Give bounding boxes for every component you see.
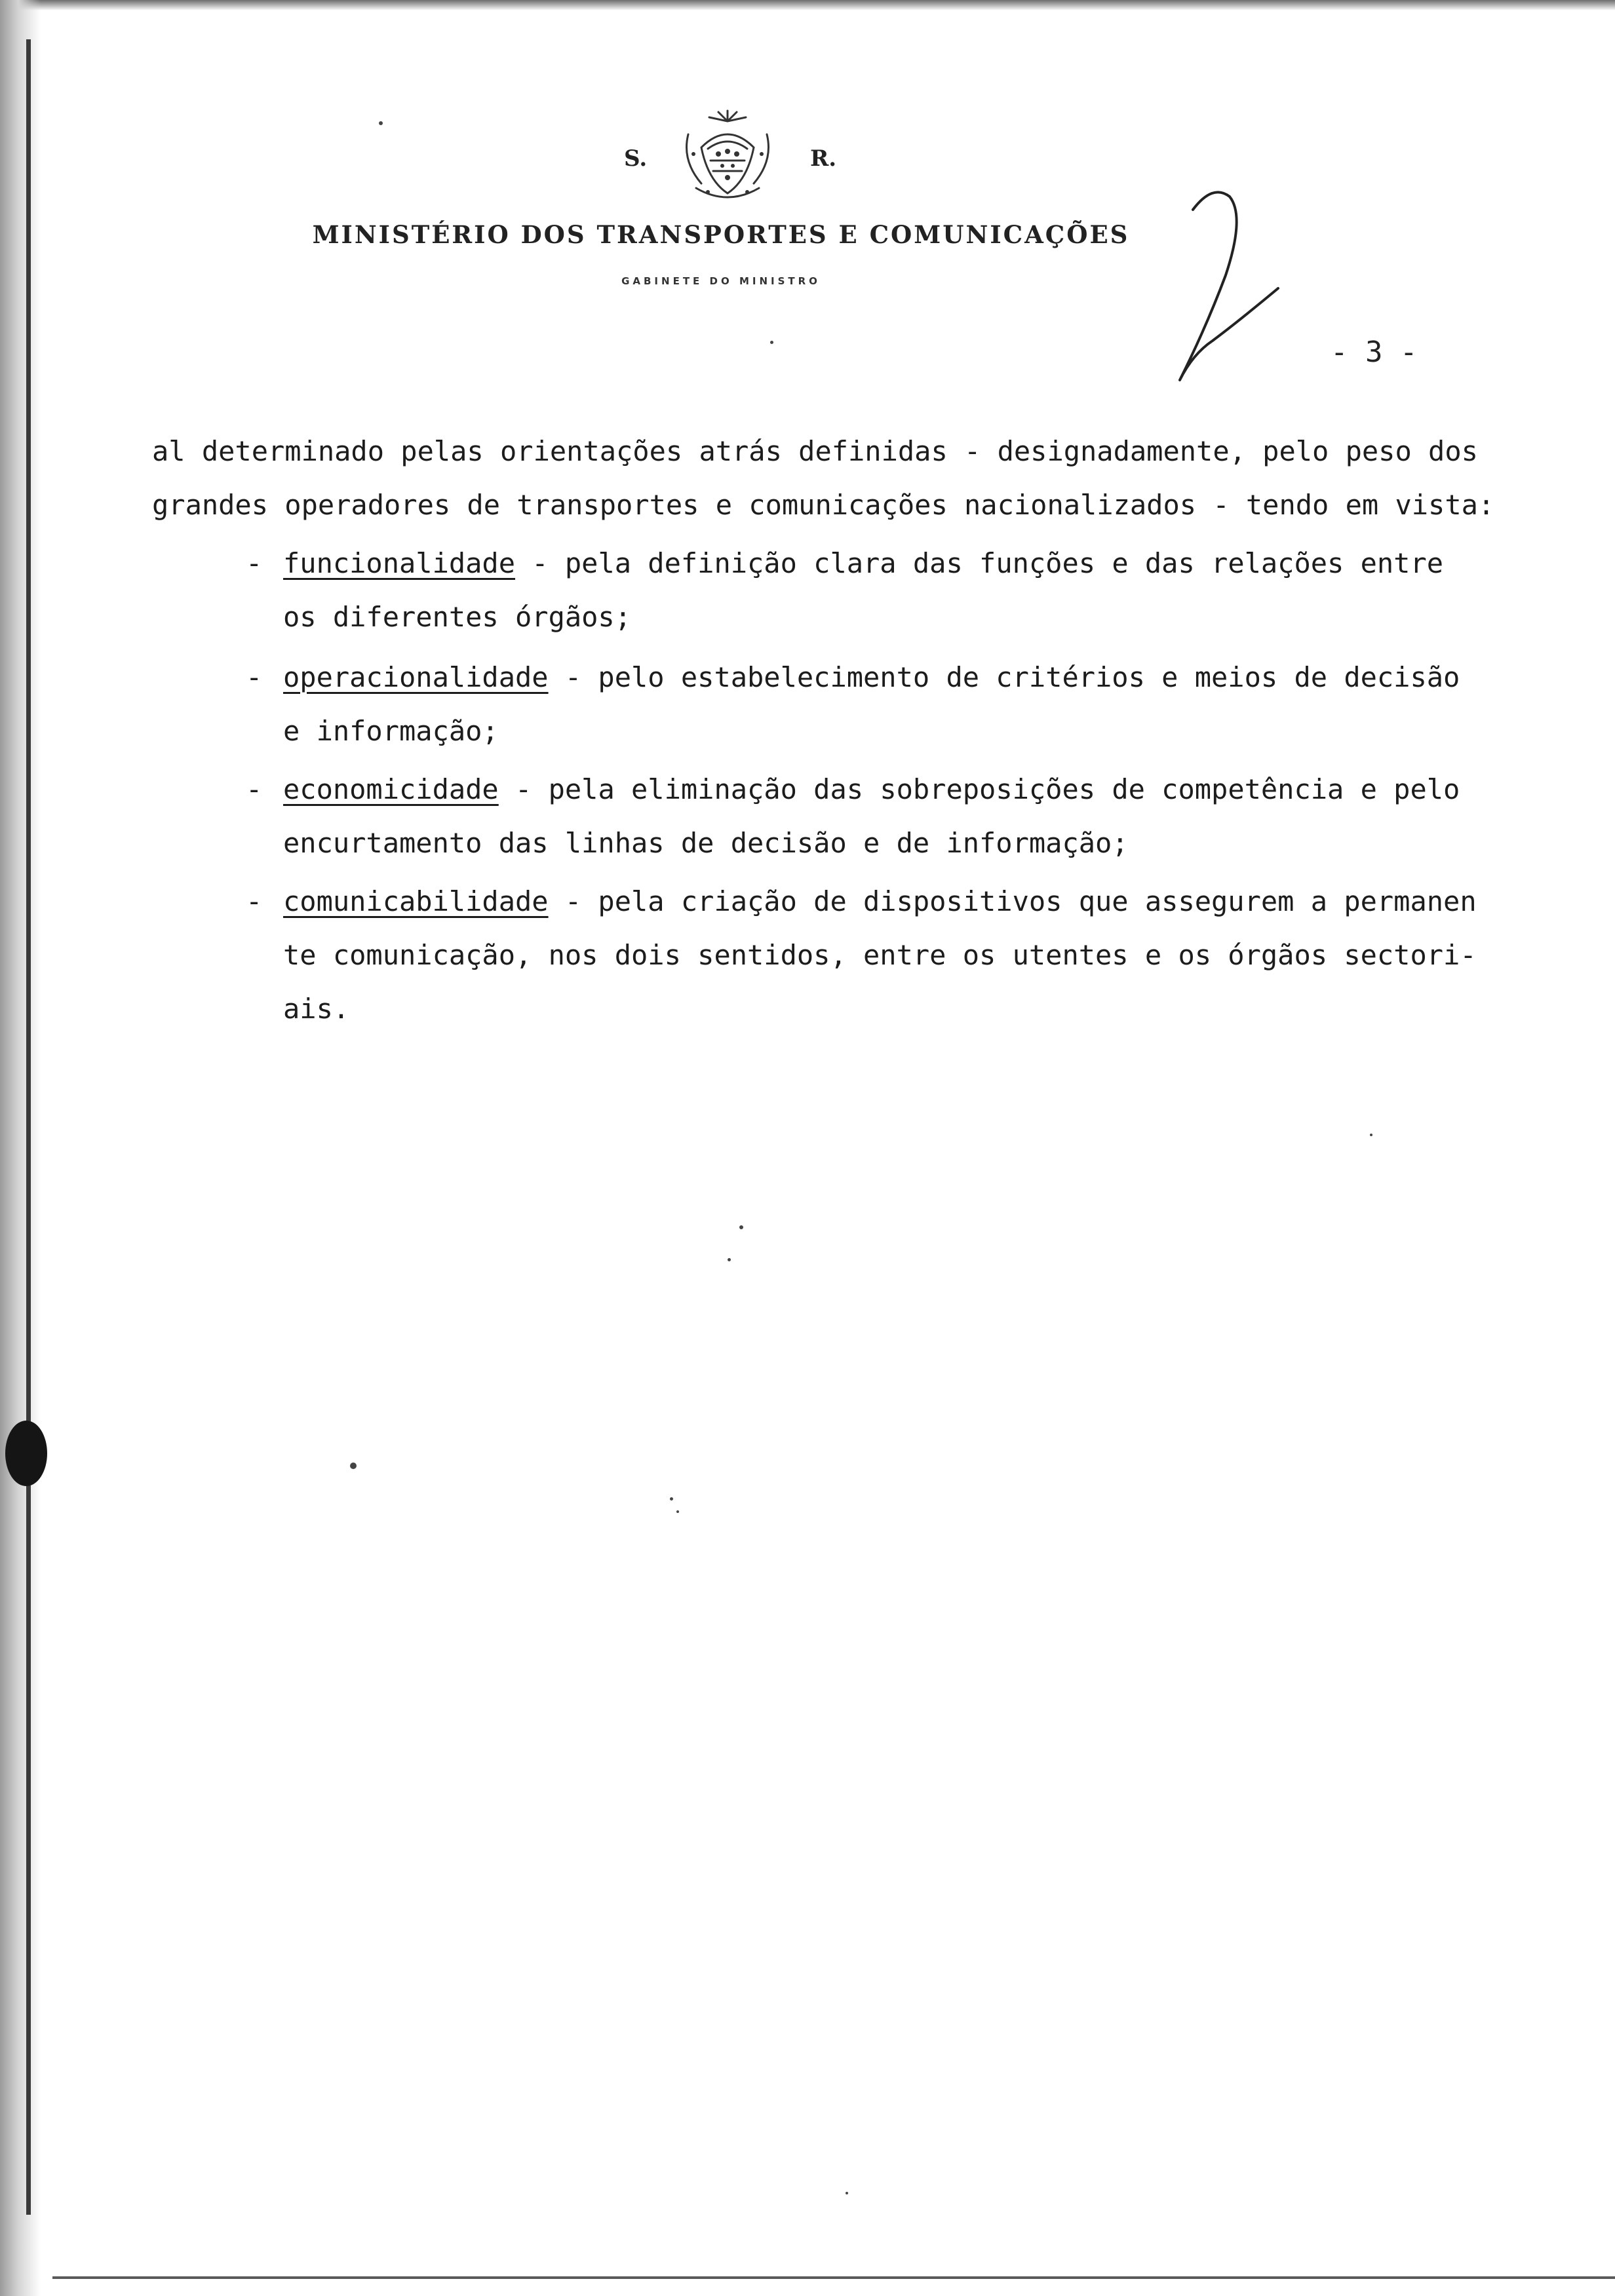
intro-line: grandes operadores de transportes e comunicações nacionalizados - tendo em vista: [152,489,1495,521]
list-text: encurtamento das linhas de decisão e de informação; [283,827,1129,859]
scan-speck [350,1463,357,1469]
scan-speck [739,1225,743,1229]
scan-edge-left [0,0,41,2296]
intro-line: al determinado pelas orientações atrás definidas - designadamente, pelo peso dos [152,435,1478,467]
list-item [246,651,1465,758]
list-dash: - [246,547,263,579]
list-term: funcionalidade [283,547,516,579]
punch-hole [5,1421,47,1486]
list-text: - pela eliminação das sobreposições de competência e pelo [498,773,1460,805]
list-item [246,875,1477,1036]
header-letter-left: S. [624,145,648,172]
page-number: - 3 - [1331,335,1418,369]
scan-speck [770,341,773,344]
list-text: ais. [283,993,350,1025]
list-item [246,537,1465,644]
office-subtitle: GABINETE DO MINISTRO [621,275,821,287]
scan-edge-top [0,0,1615,10]
scan-speck [670,1497,673,1501]
binding-margin-line [26,39,31,2215]
list-term: economicidade [283,773,499,805]
header-letter-right: R. [810,145,837,172]
scan-speck [728,1258,731,1261]
list-item [246,763,1465,870]
scan-speck [379,121,383,125]
scan-speck [846,2192,848,2194]
coat-of-arms-emblem [662,108,793,213]
scan-speck [1370,1134,1372,1136]
list-dash: - [246,885,263,917]
body-intro [152,425,1495,532]
list-text: os diferentes órgãos; [283,601,632,633]
list-text: - pelo estabelecimento de critérios e meios de decisão [548,661,1460,693]
list-term: operacionalidade [283,661,549,693]
scan-speck [676,1510,679,1513]
list-term: comunicabilidade [283,885,549,917]
handwritten-mark [1167,183,1311,400]
list-text: e informação; [283,715,499,747]
list-text: - pela definição clara das funções e das relações entre [515,547,1444,579]
list-dash: - [246,773,263,805]
list-text: te comunicação, nos dois sentidos, entre os utentes e os órgãos sectori- [283,939,1477,971]
ministry-title: MINISTÉRIO DOS TRANSPORTES E COMUNICAÇÕES [312,220,1130,249]
list-text: - pela criação de dispositivos que assegurem a permanen [548,885,1477,917]
list-dash: - [246,661,263,693]
scan-edge-bottom [52,2276,1615,2279]
